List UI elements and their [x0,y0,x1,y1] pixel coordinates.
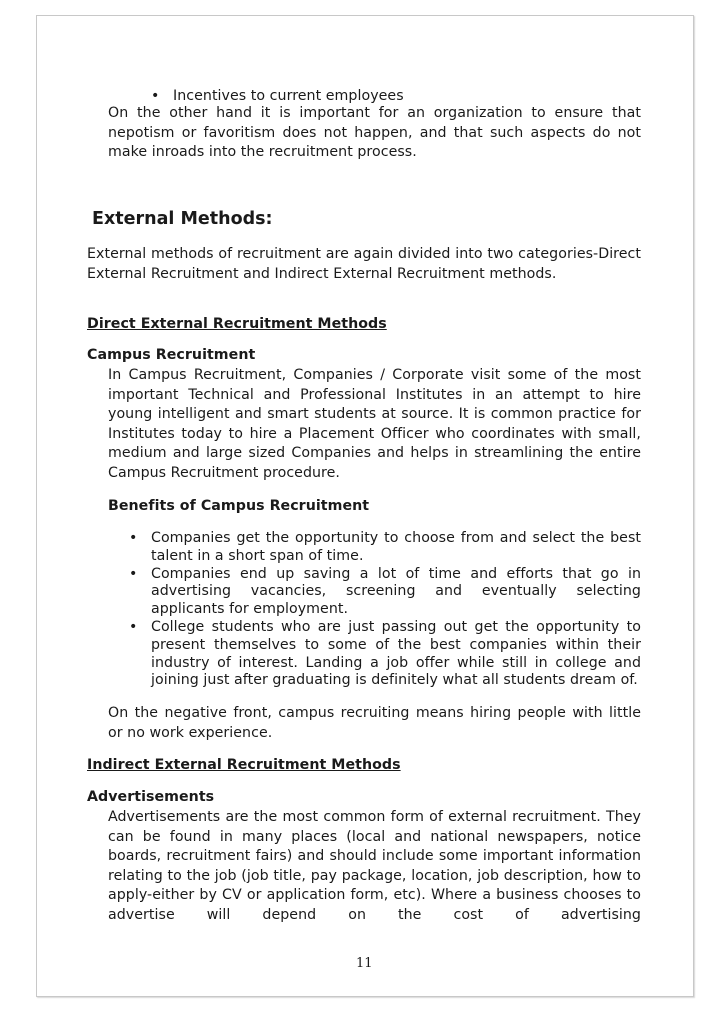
heading-indirect-external: Indirect External Recruitment Methods [87,757,401,773]
page-number: 11 [356,956,373,971]
list-item: • Companies end up saving a lot of time and efforts that go in advertising vacancies, screening and eventually selecting applicants for employment. [126,566,641,619]
list-item: • Companies get the opportunity to choose from and select the best talent in a short span of time. [126,530,641,566]
heading-direct-external: Direct External Recruitment Methods [87,316,387,332]
campus-recruitment-paragraph: In Campus Recruitment, Companies / Corporate visit some of the most important Technical and Professional Institutes in an attempt to hire young intelligent and smart students at source. It is common practice for Institutes today to hire a Placement Officer who coordinates with small, medium and large sized Companies and helps in streamlining the entire Campus Recruitment procedure. [108,367,641,481]
benefits-list [126,530,641,690]
external-methods-paragraph: External methods of recruitment are again divided into two categories-Direct External Recruitment and Indirect External Recruitment methods. [87,246,641,282]
heading-advertisements: Advertisements [87,789,215,805]
list-item: • College students who are just passing out get the opportunity to present themselves to some of the best companies within their industry of interest. Landing a job offer while still in college and joining just after graduating is definitely what all students dream of. [126,619,641,690]
negative-front-paragraph: On the negative front, campus recruiting means hiring people with little or no work experience. [108,705,641,741]
list-item: • Incentives to current employees [148,87,448,107]
section-heading-external-methods: External Methods: [92,209,273,229]
heading-campus-recruitment: Campus Recruitment [87,347,256,363]
heading-benefits-campus: Benefits of Campus Recruitment [108,498,370,514]
intro-paragraph: On the other hand it is important for an organization to ensure that nepotism or favoritism does not happen, and that such aspects do not make inroads into the recruitment process. [108,105,641,160]
advertisements-paragraph: Advertisements are the most common form of external recruitment. They can be found in many places (local and national newspapers, notice boards, recruitment fairs) and should include some important information relating to the job (job title, pay package, location, job description, how to apply-either by CV or application form, etc). Where a business chooses to advertise will depend on the cost of advertising [108,809,641,923]
